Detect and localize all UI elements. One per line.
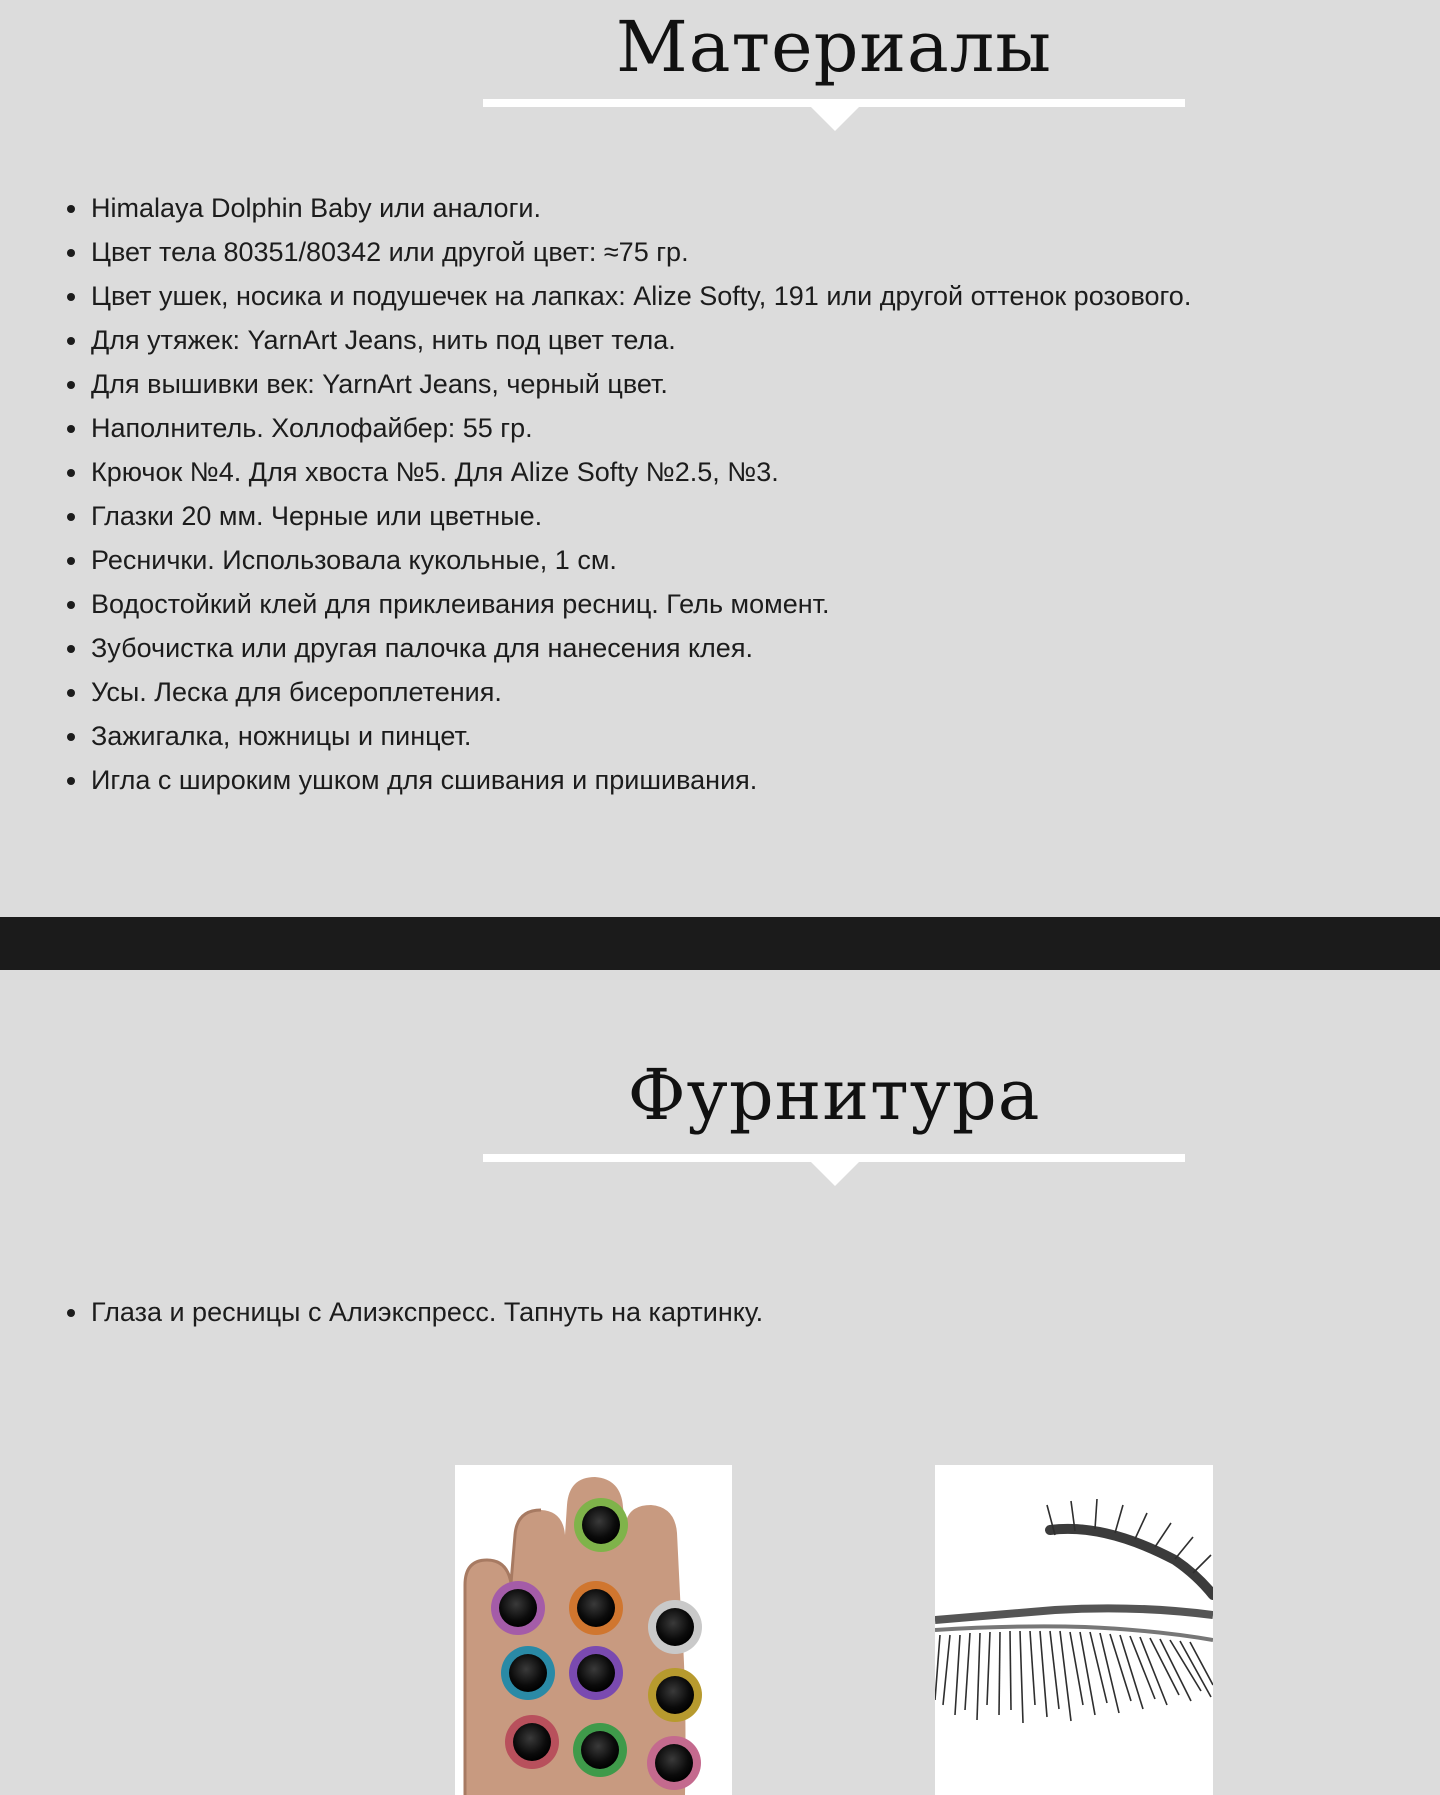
furniture-title: Фурнитура — [627, 1054, 1041, 1136]
list-item: Зубочистка или другая палочка для нанесения клея. — [66, 626, 1191, 670]
list-item: Зажигалка, ножницы и пинцет. — [66, 714, 1191, 758]
furniture-underline-notch — [811, 1162, 859, 1186]
list-item: Для утяжек: YarnArt Jeans, нить под цвет тела. — [66, 318, 1191, 362]
materials-list — [66, 186, 1191, 802]
list-item: Для вышивки век: YarnArt Jeans, черный цвет. — [66, 362, 1191, 406]
materials-title: Материалы — [616, 6, 1052, 88]
safety-eyes-illustration — [455, 1465, 732, 1795]
list-item: Игла с широким ушком для сшивания и пришивания. — [66, 758, 1191, 802]
eyelashes-image[interactable] — [935, 1465, 1213, 1795]
list-item: Цвет ушек, носика и подушечек на лапках: Alize Softy, 191 или другой оттенок розового. — [66, 274, 1191, 318]
furniture-title-underline — [483, 1154, 1185, 1162]
list-item: Реснички. Использовала кукольные, 1 см. — [66, 538, 1191, 582]
list-item: Цвет тела 80351/80342 или другой цвет: ≈75 гр. — [66, 230, 1191, 274]
list-item: Водостойкий клей для приклеивания ресниц. Гель момент. — [66, 582, 1191, 626]
materials-underline-notch — [811, 107, 859, 131]
safety-eyes-image[interactable] — [455, 1465, 732, 1795]
list-item: Глаза и ресницы с Алиэкспресс. Тапнуть на картинку. — [66, 1290, 763, 1334]
eyelashes-illustration — [935, 1465, 1213, 1795]
list-item: Усы. Леска для бисероплетения. — [66, 670, 1191, 714]
list-item: Himalaya Dolphin Baby или аналоги. — [66, 186, 1191, 230]
furniture-section — [0, 970, 1440, 1795]
list-item: Крючок №4. Для хвоста №5. Для Alize Softy №2.5, №3. — [66, 450, 1191, 494]
list-item: Глазки 20 мм. Черные или цветные. — [66, 494, 1191, 538]
furniture-list — [66, 1290, 763, 1334]
materials-title-underline — [483, 99, 1185, 107]
list-item: Наполнитель. Холлофайбер: 55 гр. — [66, 406, 1191, 450]
section-divider-band — [0, 917, 1440, 970]
